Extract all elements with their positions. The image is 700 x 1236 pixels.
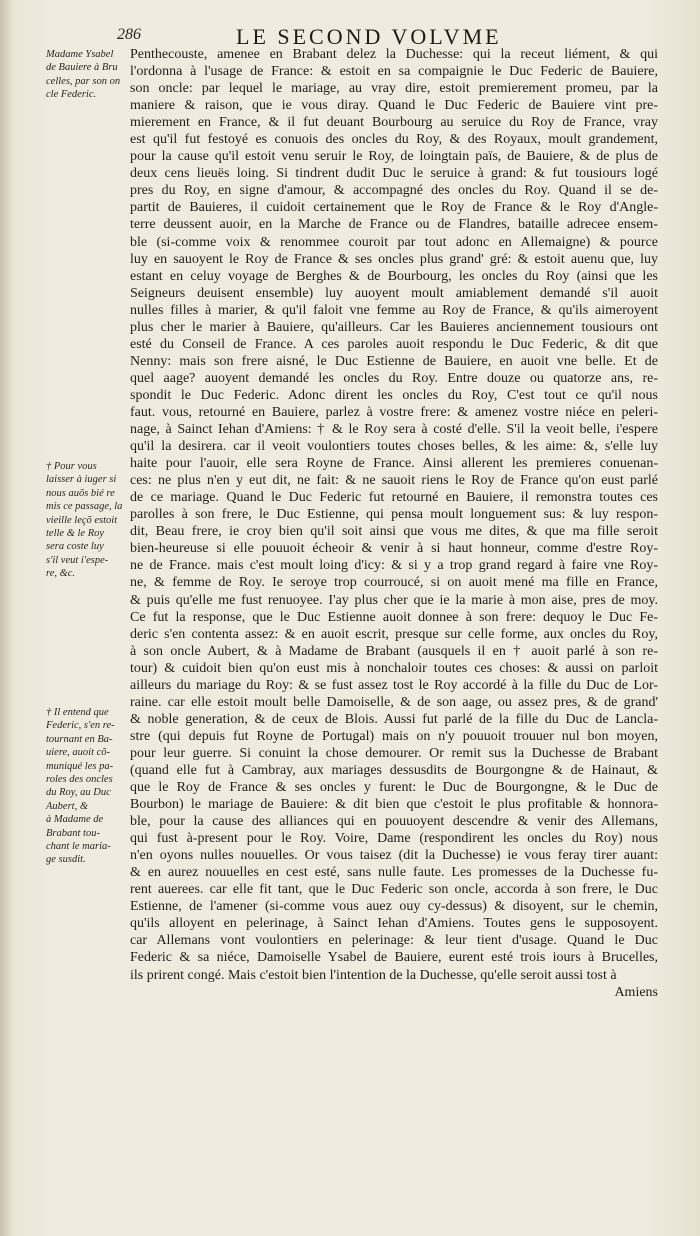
text-line: ble, pour la cause des alliances qui en pouuoyent descendre & venir des Allemans, xyxy=(130,814,658,830)
text-line: qu'il la desirera. car il veoit voulontiers toutes choses belles, & les aime: &, s'elle luy xyxy=(130,439,658,455)
text-line: & en aurez nouuelles en cest esté, sans nulle faute. Les promesses de la Duchesse fu- xyxy=(130,865,658,881)
text-line: quel aage? auoyent demandé les oncles du Roy. Entre douze ou quatorze ans, re- xyxy=(130,370,658,386)
margin-note-line: à Madame de xyxy=(46,814,104,826)
text-line: nulles filles à marier, & qu'il faloit vne femme au Roy de France, & qu'ils aimeroyent xyxy=(130,302,658,318)
text-line: Federic & sa niéce, Damoiselle Ysabel de Bauiere, eurent esté trois iours à Brucelles, xyxy=(130,950,658,966)
text-line: ils prirent congé. Mais c'estoit bien l'intention de la Duchesse, qu'elle seroit aussi tost à xyxy=(130,967,617,983)
margin-note-line: re, &c. xyxy=(46,568,76,580)
margin-note-line: du Roy, au Duc xyxy=(46,787,111,799)
margin-note-line: uiere, auoit cõ- xyxy=(46,747,111,759)
text-line: (quand elle fut à Cambray, aux mariages dessusdits de Bourgongne & de Hainaut, & xyxy=(130,762,658,778)
margin-note-1 xyxy=(46,48,128,102)
margin-note-line: telle & le Roy xyxy=(46,528,105,540)
text-line: esté du Conseil de France. A ces paroles auoit respondu le Duc Federic, & dit que xyxy=(130,336,658,352)
text-line: tour) & cuidoit bien qu'on eust mis à nonchaloir toutes ces choses: & aussi on parloit xyxy=(130,660,658,676)
margin-note-line: Federic, s'en re- xyxy=(46,720,115,732)
text-line: luy en sauoyent le Roy de France & ses oncles plus grand' gré: & estoit auenu que, luy xyxy=(130,251,658,267)
text-line: Estienne, de l'amener (si-comme vous auez ouy cy-dessus) & disoyent, sur le chemin, xyxy=(130,899,658,915)
margin-note-line: mis ce passage, la xyxy=(46,501,123,513)
text-line: mierement en France, & il fut deuant Bourbourg au seruice du Roy de France, vray xyxy=(130,115,658,131)
text-line: qui fust à-present pour le Roy. Voire, Dame (respondirent les oncles du Roy) nous xyxy=(130,831,658,847)
margin-note-line: Madame Ysabel xyxy=(46,49,114,60)
text-line: l'ordonna à l'usage de France: & estoit en sa compaignie le Duc Federic de Bauiere, xyxy=(130,64,658,80)
text-line: & noble generation, & de ceux de Blois. Aussi fut parlé de la fille du Duc de Lancla- xyxy=(130,711,658,727)
margin-note-line: tournant en Ba- xyxy=(46,733,113,745)
text-line: car Allemans vont voulontiers en pelerinage: & leur tient d'usage. Quand le Duc xyxy=(130,933,658,949)
margin-note-line: sera coste luy xyxy=(46,541,104,553)
text-line: rent auerees. car elle fit tant, que le Duc Federic son oncle, accorda à son frere, le Duc xyxy=(130,882,658,898)
page-number: 286 xyxy=(117,26,141,43)
body-text xyxy=(130,46,658,1001)
text-line: & puis qu'elle me fust renuoyee. I'ay plus cher que ie la marie à mon aise, pres de moy. xyxy=(130,592,658,608)
margin-note-line: vieille leçõ estoit xyxy=(46,514,118,526)
text-line: partit de Bauieres, il cuidoit certainement que le Roy de France & le Roy d'Angle- xyxy=(130,200,658,216)
margin-note-line: s'il veut i'espe- xyxy=(46,554,109,566)
margin-note-line: Aubert, & xyxy=(46,800,88,812)
text-line: maniere & raison, que ie vous diray. Quand le Duc Federic de Bauiere vint pre- xyxy=(130,98,658,114)
text-line: est qu'il fut festoyé es conuois des oncles du Roy, & des Royaux, moult grandement, xyxy=(130,132,658,148)
text-line: pour la cause qu'il estoit venu seruir le Roy, de loingtain païs, de Bauiere, & de plus de xyxy=(130,149,658,165)
margin-note-line: † Il entend que xyxy=(46,707,109,718)
margin-note-line: ge susdit. xyxy=(46,854,86,866)
text-line: que le Roy de France & ses oncles y furent: le Duc de Bourgongne, & le Duc de xyxy=(130,780,658,796)
text-line: parolles à son frere, le Duc Estienne, qui pensa moult longuement sus: & luy respon- xyxy=(130,507,658,523)
text-line: raine. car elle estoit moult belle Damoiselle, & de son aage, ou assez pres, & de grand' xyxy=(130,694,658,710)
text-line: deric s'en contenta assez: & en auoit escrit, presque sur celle forme, aux oncles du Roy, xyxy=(130,626,658,642)
text-line: pres du Roy, en signe d'amour, & accompagné des oncles du Roy. Quand il se de- xyxy=(130,183,658,199)
text-line: Penthecouste, amenee en Brabant delez la Duchesse: qui la receut liément, & qui xyxy=(130,47,658,62)
text-line: nage, à Sainct Iehan d'Amiens: † & le Roy sera à costé d'elle. S'il la veoit belle, i'espere xyxy=(130,422,658,438)
margin-note-line: chant le maria- xyxy=(46,841,111,853)
running-head: LE SECOND VOLVME xyxy=(236,24,502,49)
text-line: dit, Beau frere, ie croy bien qu'il soit ainsi que vous me dites, & que ma fille seroit xyxy=(130,524,658,540)
text-line: haite pour l'auoir, elle sera Royne de France. Ainsi allerent les premieres conuenan- xyxy=(130,456,658,472)
margin-note-line: celles, par son on xyxy=(46,75,121,87)
margin-note-line: muniqué les pa- xyxy=(46,760,114,772)
text-line: ces: ne plus n'en y eut dit, ne fait: & ne sauoit riens le Roy de France qu'on eust parlé xyxy=(130,473,658,489)
text-line: spondit le Duc Federic. Adonc dirent les oncles du Roy, C'est tout ce qu'il nous xyxy=(130,387,658,403)
text-line: pour leur guerre. Si conuint la chose demourer. Or remit sus la Duchesse de Brabant xyxy=(130,745,658,761)
text-line: ble (si-comme voix & renommee couroit par tout adonc en Allemaigne) & pource xyxy=(130,234,658,250)
text-line: n'en oyons nulles nouuelles. Or vous taisez (dit la Duchesse) ie vous feray tirer auant: xyxy=(130,848,658,864)
text-line: Ce fut la response, que le Duc Estienne auoit donnee à son frere: dequoy le Duc Fe- xyxy=(130,609,658,625)
margin-note-2 xyxy=(46,460,128,581)
text-line: Nenny: mais son frere aisné, le Duc Estienne de Bauiere, en auoit vne belle. Et de xyxy=(130,353,658,369)
margin-note-line: laisser à iuger si xyxy=(46,474,117,486)
margin-note-line: cle Federic. xyxy=(46,89,97,101)
margin-note-line: roles des oncles xyxy=(46,774,113,786)
text-line: faut. vous, retourné en Bauiere, parlez à vostre frere: & amenez vostre niéce en peleri- xyxy=(130,404,658,420)
text-line: plus cher le marier à Bauiere, qu'ailleurs. Car les Bauieres anciennement tousiours ont xyxy=(130,319,658,335)
margin-note-line: Brabant tou- xyxy=(46,827,100,839)
text-line: Seigneurs deuisent ensemble) luy auoyent moult amiablement demandé s'il auoit xyxy=(130,285,658,301)
text-line: Bourbon) le mariage de Bauiere: & dit bien que c'estoit le plus profitable & honnora- xyxy=(130,797,658,813)
text-line: son oncle: par lequel le mariage, au vray dire, estoit premierement promeu, par la xyxy=(130,81,658,97)
text-line: qu'ils alloyent en pelerinage, à Sainct Iehan d'Amiens. Toutes gens le supposoyent. xyxy=(130,916,658,932)
text-line: Amiens xyxy=(614,984,658,1000)
text-line: terre deussent auoir, en la Marche de France ou de Flandres, bataille adrecee ensem- xyxy=(130,217,658,233)
text-line: ne, & femme de Roy. Ie seroye trop courroucé, si on auoit mené ma fille en France, xyxy=(130,575,658,591)
text-line: de ce mariage. Quand le Duc Federic fut retourné en Bauiere, il remonstra toutes ces xyxy=(130,490,658,506)
text-line: deux cens lieuës loing. Si tindrent dudit Duc le seruice à grand: & fut tousiours logé xyxy=(130,166,658,182)
text-line: à son oncle Aubert, & à Madame de Brabant (ausquels il en † auoit parlé à son re- xyxy=(130,643,658,659)
text-line: stre (qui depuis fut Royne de Portugal) mais on n'y pouuoit trouuer nul bon moyen, xyxy=(130,728,658,744)
text-line: bien-heureuse si elle pouuoit écheoir & venir à si haut honneur, comme d'estre Roy- xyxy=(130,541,658,557)
margin-note-line: de Bauiere à Bru xyxy=(46,62,118,74)
margin-note-line: † Pour vous xyxy=(46,461,97,472)
margin-note-3 xyxy=(46,706,128,867)
text-line: ailleurs du mariage du Roy: & se fust assez tost le Roy accordé à la fille du Duc de Lor- xyxy=(130,677,658,693)
text-line: estant en celuy voyage de Berghes & de Bourbourg, les oncles du Roy (ainsi que les xyxy=(130,268,658,284)
text-line: ne de France. mais c'est moult loing d'icy: & si y a trop grand regard à faire vne Roy- xyxy=(130,558,658,574)
margin-note-line: nous auõs bié re xyxy=(46,487,115,499)
